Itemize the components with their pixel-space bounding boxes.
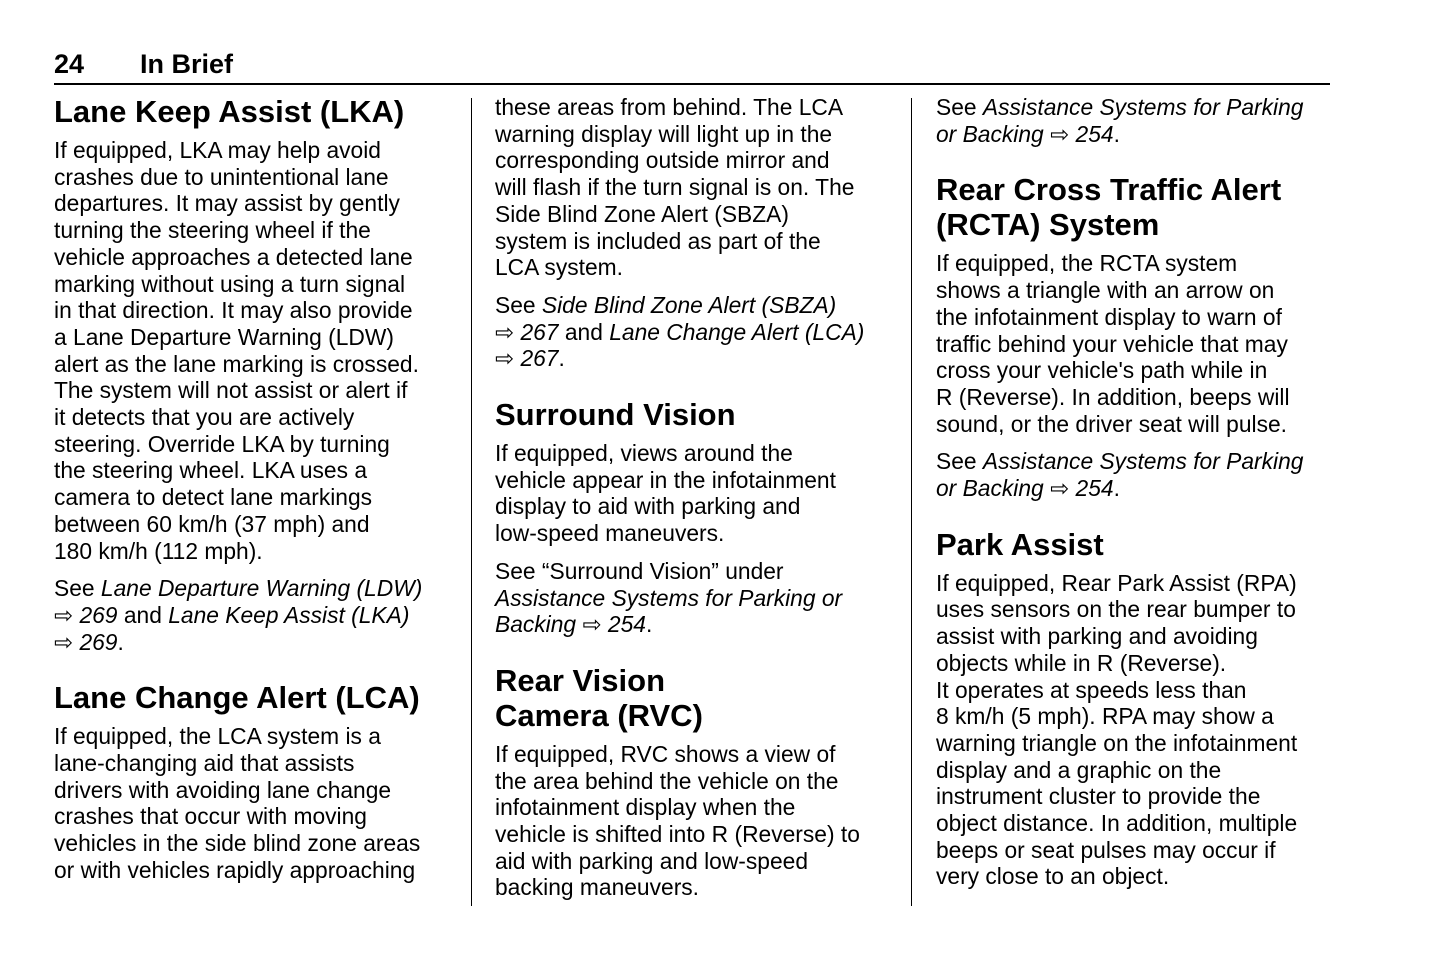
page-ref-ldw[interactable]: 269 xyxy=(79,601,118,628)
text-line: traffic behind your vehicle that may xyxy=(936,330,1288,357)
text-line: objects while in R (Reverse). xyxy=(936,649,1227,676)
text-line: If equipped, the LCA system is a xyxy=(54,723,381,750)
surround-heading: Surround Vision xyxy=(495,397,736,433)
see-word: See xyxy=(936,94,977,120)
text-line: the steering wheel. LKA uses a xyxy=(54,457,368,484)
page-number: 24 xyxy=(54,49,85,79)
column-2 xyxy=(495,94,895,912)
and-word: and xyxy=(564,318,603,345)
page-ref-arrow-icon: ⇨ xyxy=(54,628,74,655)
park-body xyxy=(936,570,1336,890)
text-line: low-speed maneuvers. xyxy=(495,520,725,547)
page-ref-arrow-icon: ⇨ xyxy=(1050,475,1070,502)
page-ref-sbza[interactable]: 267 xyxy=(520,318,559,345)
text-line: beeps or seat pulses may occur if xyxy=(936,836,1276,863)
text-line: very close to an object. xyxy=(936,863,1170,890)
see-word: See xyxy=(54,575,95,602)
page-ref-arrow-icon: ⇨ xyxy=(54,601,74,628)
text-line: sound, or the driver seat will pulse. xyxy=(936,410,1287,437)
text-line: aid with parking and low-speed xyxy=(495,847,809,874)
page-ref-arrow-icon: ⇨ xyxy=(495,318,515,345)
page-ref-arrow-icon: ⇨ xyxy=(495,345,515,372)
section-title: In Brief xyxy=(140,49,234,79)
page-ref-rvc[interactable]: 254 xyxy=(1075,120,1114,147)
text-line: vehicles in the side blind zone areas xyxy=(54,830,421,857)
page-ref-lka[interactable]: 269 xyxy=(79,628,118,655)
text-line: steering. Override LKA by turning xyxy=(54,430,390,457)
text-line: lane-changing aid that assists xyxy=(54,750,355,777)
page-ref-arrow-icon: ⇨ xyxy=(582,611,602,638)
rvc-heading xyxy=(495,663,895,733)
xref-sbza[interactable]: Side Blind Zone Alert (SBZA) xyxy=(541,291,837,318)
lca-body-continued xyxy=(495,94,895,281)
text-line: warning display will light up in the xyxy=(495,120,833,147)
xref-lka[interactable]: Lane Keep Assist (LKA) xyxy=(168,601,410,628)
text-line: alert as the lane marking is crossed. xyxy=(54,350,419,377)
lka-body xyxy=(54,137,459,564)
text-line: crashes due to unintentional lane xyxy=(54,163,389,190)
park-heading: Park Assist xyxy=(936,526,1104,562)
rcta-heading xyxy=(936,172,1336,242)
page-ref-lca[interactable]: 267 xyxy=(520,345,559,372)
text-line: system is included as part of the xyxy=(495,227,821,254)
text-line: camera to detect lane markings xyxy=(54,484,373,511)
xref-lca[interactable]: Lane Change Alert (LCA) xyxy=(609,318,865,345)
text-line: corresponding outside mirror and xyxy=(495,147,830,174)
and-word: and xyxy=(123,601,162,628)
text-line: drivers with avoiding lane change xyxy=(54,776,392,803)
xref-assistance-systems[interactable]: Assistance Systems for Parking xyxy=(982,448,1304,475)
column-divider-left xyxy=(471,98,472,906)
text-line: If equipped, the RCTA system xyxy=(936,250,1238,277)
text-line: LCA system. xyxy=(495,254,623,281)
page-ref-rcta[interactable]: 254 xyxy=(1075,475,1114,502)
text-line: it detects that you are actively xyxy=(54,404,355,431)
page-header xyxy=(54,47,1330,85)
text-line: It operates at speeds less than xyxy=(936,676,1247,703)
text-line: R (Reverse). In addition, beeps will xyxy=(936,383,1290,410)
text-line: in that direction. It may also provide xyxy=(54,297,413,324)
text-line: If equipped, views around the xyxy=(495,440,793,467)
xref-or-backing[interactable]: or Backing xyxy=(936,475,1044,502)
text-line: the infotainment display to warn of xyxy=(936,303,1282,330)
text-line: Side Blind Zone Alert (SBZA) xyxy=(495,200,789,227)
text-line: the area behind the vehicle on the xyxy=(495,767,839,794)
column-3 xyxy=(936,94,1336,901)
text-line: between 60 km/h (37 mph) and xyxy=(54,510,370,537)
text-line: a Lane Departure Warning (LDW) xyxy=(54,323,394,350)
xref-assistance-systems[interactable]: Assistance Systems for Parking or xyxy=(495,584,843,611)
lka-heading: Lane Keep Assist (LKA) xyxy=(54,94,405,129)
xref-backing[interactable]: Backing xyxy=(495,611,577,638)
column-divider-right xyxy=(911,98,912,906)
text-line: 180 km/h (112 mph). xyxy=(54,537,263,564)
text-line: infotainment display when the xyxy=(495,794,796,821)
text-line: The system will not assist or alert if xyxy=(54,377,408,404)
rcta-see-paragraph: See Assistance Systems for Parking or Backing ⇨ 254. xyxy=(936,448,1304,502)
text-line: departures. It may assist by gently xyxy=(54,190,400,217)
text-line: backing maneuvers. xyxy=(495,874,700,901)
text-line: display to aid with parking and xyxy=(495,493,801,520)
text-line: If equipped, LKA may help avoid xyxy=(54,137,381,163)
page-ref-arrow-icon: ⇨ xyxy=(1050,120,1070,147)
text-line: display and a graphic on the xyxy=(936,756,1222,783)
text-line: cross your vehicle's path while in xyxy=(936,357,1268,384)
text-line: shows a triangle with an arrow on xyxy=(936,277,1275,304)
rvc-body xyxy=(495,741,895,901)
rvc-heading-line2: Camera (RVC) xyxy=(495,697,703,733)
lca-see-paragraph: See Side Blind Zone Alert (SBZA) ⇨ 267 and Lane Change Alert (LCA) ⇨ 267. xyxy=(495,291,865,372)
see-word: See xyxy=(936,448,977,475)
see-word: See xyxy=(495,291,536,318)
text-line: vehicle approaches a detected lane xyxy=(54,243,413,270)
text-line: crashes that occur with moving xyxy=(54,803,367,830)
lca-heading: Lane Change Alert (LCA) xyxy=(54,680,420,716)
lca-body xyxy=(54,723,459,883)
text-line: assist with parking and avoiding xyxy=(936,623,1258,650)
text-line: or with vehicles rapidly approaching xyxy=(54,856,416,883)
text-line: object distance. In addition, multiple xyxy=(936,810,1298,837)
text-line: vehicle appear in the infotainment xyxy=(495,466,836,493)
text-line: vehicle is shifted into R (Reverse) to xyxy=(495,821,860,848)
text-line: uses sensors on the rear bumper to xyxy=(936,596,1296,623)
rcta-heading-line1: Rear Cross Traffic Alert xyxy=(936,172,1282,208)
text-line: warning triangle on the infotainment xyxy=(936,729,1298,756)
xref-ldw[interactable]: Lane Departure Warning (LDW) xyxy=(100,575,423,602)
xref-or-backing[interactable]: or Backing xyxy=(936,120,1044,147)
text-line: If equipped, RVC shows a view of xyxy=(495,740,836,767)
text-line: turning the steering wheel if the xyxy=(54,217,371,244)
surround-see-paragraph: See “Surround Vision” under Assistance Systems for Parking or Backing ⇨ 254. xyxy=(495,557,843,638)
rvc-see-paragraph: See Assistance Systems for Parking or Backing ⇨ 254. xyxy=(936,94,1304,147)
column-1 xyxy=(54,94,459,895)
rcta-body xyxy=(936,250,1336,437)
text-line: will flash if the turn signal is on. The xyxy=(495,174,855,201)
text-line: 8 km/h (5 mph). RPA may show a xyxy=(936,703,1274,730)
page-ref-surround[interactable]: 254 xyxy=(607,611,646,638)
rvc-heading-line1: Rear Vision xyxy=(495,662,666,698)
lka-see-paragraph: See Lane Departure Warning (LDW) ⇨ 269 and Lane Keep Assist (LKA) ⇨ 269. xyxy=(54,575,423,655)
rcta-heading-line2: (RCTA) System xyxy=(936,207,1160,243)
xref-assistance-systems[interactable]: Assistance Systems for Parking xyxy=(982,94,1304,120)
text-line: If equipped, Rear Park Assist (RPA) xyxy=(936,569,1297,596)
text-line: marking without using a turn signal xyxy=(54,270,406,297)
text-line: instrument cluster to provide the xyxy=(936,783,1261,810)
surround-body xyxy=(495,440,895,547)
surround-see-line: See “Surround Vision” under xyxy=(495,557,784,584)
text-line: these areas from behind. The LCA xyxy=(495,94,844,120)
